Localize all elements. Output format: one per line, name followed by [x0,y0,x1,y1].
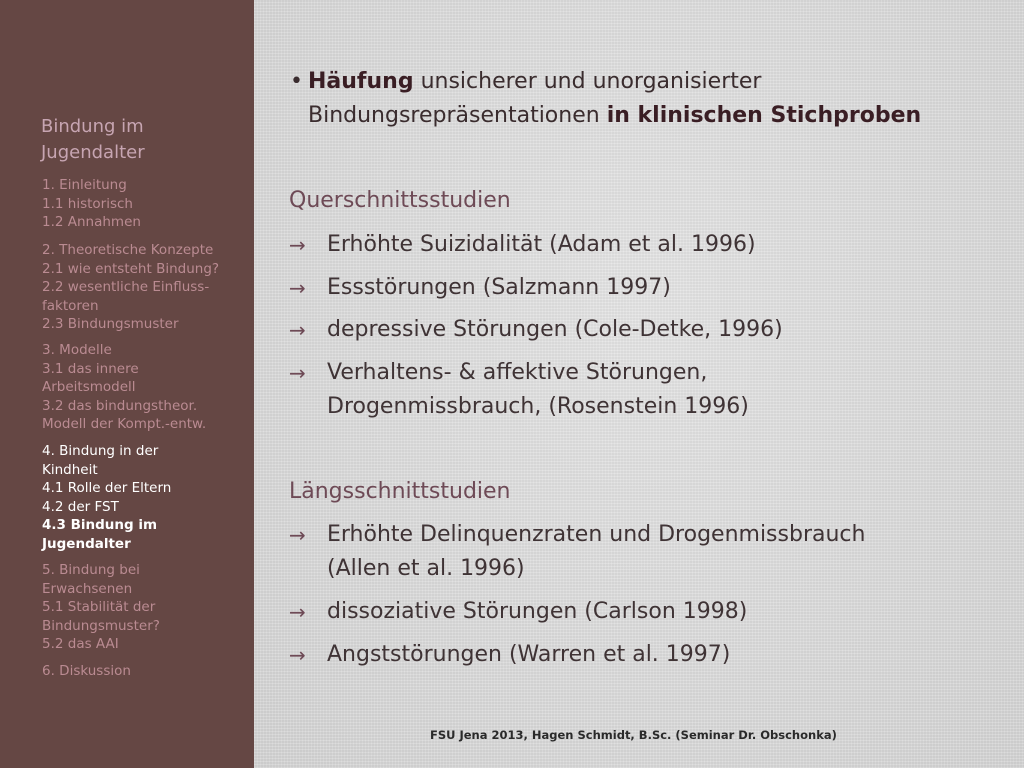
sidebar-title-line: Bindung im [41,116,144,137]
list-item-text: Drogenmissbrauch, (Rosenstein 1996) [327,394,749,419]
list-item-text: Essstörungen (Salzmann 1997) [327,275,671,300]
sidebar-item-active[interactable]: 4.3 Bindung im [42,517,158,533]
sidebar-navigation [0,0,254,768]
list-item-text: (Allen et al. 1996) [327,556,525,581]
sidebar-item[interactable]: 4.1 Rolle der Eltern [42,480,172,496]
sidebar-item[interactable]: faktoren [42,297,99,314]
sidebar-section-6 [42,662,247,681]
sidebar-section-5 [42,561,247,654]
bullet-icon: • [290,69,303,94]
section-heading-longitudinal: Längsschnittstudien [289,479,511,504]
sidebar-item[interactable]: 1.1 historisch [42,195,133,212]
sidebar-item[interactable]: 4.2 der FST [42,498,119,515]
sidebar-title-line: Jugendalter [41,142,145,163]
sidebar-item[interactable]: 2.3 Bindungsmuster [42,316,179,332]
arrow-right-icon: → [289,643,306,667]
sidebar-item-active[interactable]: Jugendalter [42,535,131,552]
sidebar-section-4-current [42,442,247,553]
list-item-text: Verhaltens- & affektive Störungen, [327,360,708,385]
sidebar-item[interactable]: 4. Bindung in der [42,443,159,459]
list-item-text: dissoziative Störungen (Carlson 1998) [327,599,748,624]
list-item-text: Angststörungen (Warren et al. 1997) [327,642,731,667]
arrow-right-icon: → [289,318,306,342]
list-item-text: depressive Störungen (Cole-Detke, 1996) [327,317,783,342]
sidebar-item[interactable]: 2. Theoretische Konzepte [42,242,214,258]
sidebar-item[interactable]: Bindungsmuster? [42,617,160,634]
bullet-text: Bindungsrepräsentationen [308,103,607,128]
arrow-right-icon: → [289,276,306,300]
sidebar-section-2 [42,241,247,334]
sidebar-item[interactable]: Arbeitsmodell [42,379,136,395]
bullet-text: unsicherer und unorganisierter [413,69,762,94]
sidebar-item[interactable]: 5.1 Stabilität der [42,599,156,615]
bullet-emphasis: in klinischen Stichproben [606,103,922,128]
sidebar-item[interactable]: Modell der Kompt.-entw. [42,416,207,432]
arrow-right-icon: → [289,233,306,257]
sidebar-item[interactable]: 3.1 das innere [42,360,139,377]
list-item-text: Erhöhte Delinquenzraten und Drogenmissbrauch [327,522,866,547]
sidebar-item[interactable]: 1. Einleitung [42,177,127,193]
bullet-line-1 [308,65,761,99]
sidebar-section-3 [42,341,247,434]
sidebar-item[interactable]: 6. Diskussion [42,663,131,679]
sidebar-item[interactable]: 1.2 Annahmen [42,214,141,230]
sidebar-item[interactable]: 2.1 wie entsteht Bindung? [42,260,220,277]
section-heading-cross-sectional: Querschnittsstudien [289,188,511,213]
sidebar-item[interactable]: 2.2 wesentliche Einfluss- [42,279,210,295]
bullet-emphasis: Häufung [308,69,414,94]
arrow-right-icon: → [289,361,306,385]
arrow-right-icon: → [289,600,306,624]
sidebar-item[interactable]: Kindheit [42,461,98,478]
sidebar-item[interactable]: 3. Modelle [42,342,112,358]
sidebar-item[interactable]: 3.2 das bindungstheor. [42,397,198,414]
list-item-text: Erhöhte Suizidalität (Adam et al. 1996) [327,232,756,257]
sidebar-item[interactable]: Erwachsenen [42,580,133,597]
sidebar-item[interactable]: 5.2 das AAI [42,636,119,652]
slide-footer: FSU Jena 2013, Hagen Schmidt, B.Sc. (Seminar Dr. Obschonka) [430,728,837,742]
sidebar-item[interactable]: 5. Bindung bei [42,562,140,578]
bullet-line-2 [308,99,921,133]
arrow-right-icon: → [289,523,306,547]
sidebar-title [41,114,241,166]
sidebar-section-1 [42,176,247,232]
